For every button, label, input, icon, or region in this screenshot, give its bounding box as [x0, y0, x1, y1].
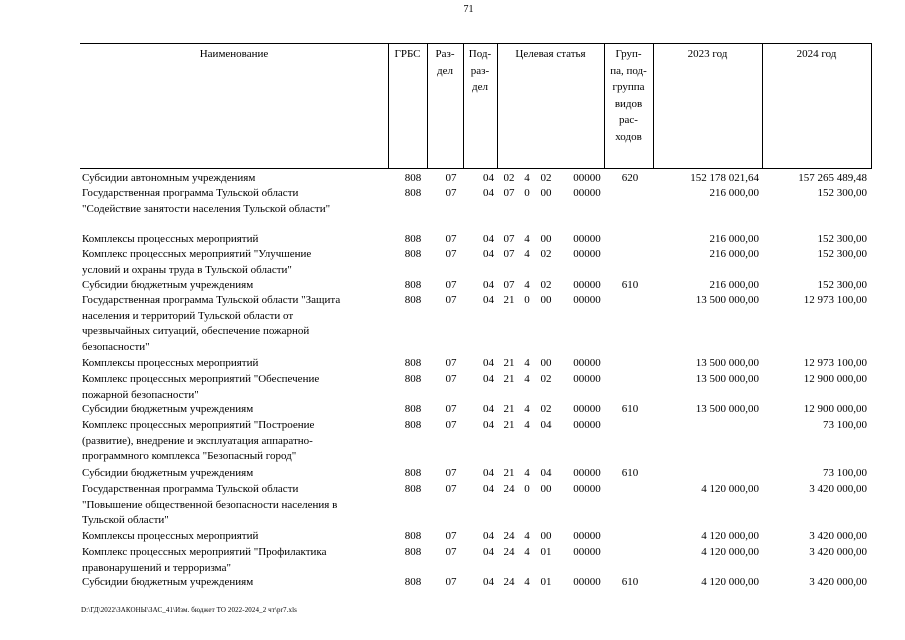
cell-razd: 07 [445, 419, 457, 431]
cell-podr: 04 [483, 187, 494, 199]
cell-grbs: 808 [404, 403, 422, 415]
cell-razd: 07 [445, 467, 457, 479]
cell-t2: 4 [524, 530, 530, 542]
row-name: Субсидии бюджетным учреждениям [82, 403, 254, 415]
cell-razd: 07 [445, 403, 457, 415]
cell-grp: 610 [621, 467, 639, 479]
cell-t4: 00000 [573, 233, 601, 245]
row-name: Субсидии бюджетным учреждениям [82, 576, 254, 588]
cell-t2: 4 [524, 576, 530, 588]
cell-y2: 73 100,00 [823, 419, 867, 431]
cell-y1: 216 000,00 [709, 248, 759, 260]
cell-t1: 24 [503, 483, 515, 495]
cell-t3: 00 [540, 530, 552, 542]
cell-t3: 00 [540, 294, 552, 306]
cell-t3: 02 [540, 403, 552, 415]
cell-t2: 4 [524, 279, 530, 291]
file-path-footer: D:\ГД\2022\ЗАКОНЫ\ЗАС_41\Изм. бюджет ТО 2022-2024_2 чт\pr7.xls [81, 606, 297, 614]
cell-y1: 13 500 000,00 [695, 403, 759, 415]
cell-podr: 04 [483, 483, 494, 495]
cell-razd: 07 [445, 233, 457, 245]
cell-t4: 00000 [573, 403, 601, 415]
cell-grbs: 808 [404, 546, 422, 558]
row-name: Комплексы процессных мероприятий [82, 530, 259, 542]
cell-y1: 216 000,00 [709, 233, 759, 245]
cell-podr: 04 [483, 576, 494, 588]
cell-t1: 24 [503, 546, 515, 558]
cell-t3: 04 [540, 467, 552, 479]
cell-grp: 620 [621, 172, 639, 184]
cell-t1: 07 [503, 279, 515, 291]
cell-grbs: 808 [404, 357, 422, 369]
cell-y1: 216 000,00 [709, 279, 759, 291]
row-name: Субсидии бюджетным учреждениям [82, 467, 254, 479]
cell-grbs: 808 [404, 279, 422, 291]
cell-t2: 4 [524, 248, 530, 260]
header-group: Груп- па, под- группа видов рас- ходов [610, 48, 647, 143]
cell-t1: 07 [503, 187, 515, 199]
cell-y1: 216 000,00 [709, 187, 759, 199]
cell-podr: 04 [483, 248, 494, 260]
cell-razd: 07 [445, 530, 457, 542]
row-name: Комплекс процессных мероприятий "Построение (развитие), внедрение и эксплуатация аппаратно- программного комплекса "Безопасный город" [82, 419, 315, 462]
cell-y2: 152 300,00 [817, 233, 867, 245]
cell-t1: 21 [503, 419, 515, 431]
cell-podr: 04 [483, 530, 494, 542]
header-year-2024: 2024 год [796, 48, 837, 60]
cell-t1: 24 [503, 576, 515, 588]
cell-y2: 12 900 000,00 [803, 403, 867, 415]
row-name: Комплексы процессных мероприятий [82, 357, 259, 369]
cell-t4: 00000 [573, 419, 601, 431]
header-name: Наименование [199, 48, 269, 60]
cell-t2: 4 [524, 172, 530, 184]
cell-y2: 12 973 100,00 [803, 294, 867, 306]
cell-t2: 0 [524, 294, 530, 306]
cell-t2: 4 [524, 546, 530, 558]
cell-y1: 4 120 000,00 [701, 483, 759, 495]
cell-t3: 02 [540, 373, 552, 385]
cell-grbs: 808 [404, 373, 422, 385]
cell-t2: 4 [524, 403, 530, 415]
cell-y2: 12 973 100,00 [803, 357, 867, 369]
cell-t4: 00000 [573, 248, 601, 260]
cell-t4: 00000 [573, 187, 601, 199]
cell-t2: 4 [524, 373, 530, 385]
cell-podr: 04 [483, 546, 494, 558]
cell-y2: 3 420 000,00 [809, 483, 867, 495]
cell-razd: 07 [445, 373, 457, 385]
cell-podr: 04 [483, 172, 494, 184]
cell-razd: 07 [445, 248, 457, 260]
cell-y1: 4 120 000,00 [701, 576, 759, 588]
cell-t1: 07 [503, 233, 515, 245]
cell-y2: 152 300,00 [817, 187, 867, 199]
cell-razd: 07 [445, 357, 457, 369]
cell-t3: 04 [540, 419, 552, 431]
cell-grbs: 808 [404, 187, 422, 199]
cell-t4: 00000 [573, 467, 601, 479]
cell-grbs: 808 [404, 530, 422, 542]
header-grbs: ГРБС [394, 48, 421, 60]
cell-y1: 4 120 000,00 [701, 546, 759, 558]
cell-podr: 04 [483, 373, 494, 385]
cell-podr: 04 [483, 357, 494, 369]
cell-t4: 00000 [573, 279, 601, 291]
row-name: Государственная программа Тульской области "Повышение общественной безопасности населения в Тульской области" [82, 483, 338, 526]
table-header [80, 43, 872, 169]
cell-y2: 152 300,00 [817, 248, 867, 260]
header-year-2023: 2023 год [687, 48, 728, 60]
cell-grp: 610 [621, 403, 639, 415]
cell-t1: 21 [503, 357, 515, 369]
cell-y2: 152 300,00 [817, 279, 867, 291]
cell-t3: 00 [540, 233, 552, 245]
cell-grbs: 808 [404, 233, 422, 245]
cell-razd: 07 [445, 483, 457, 495]
cell-t2: 0 [524, 483, 530, 495]
cell-razd: 07 [445, 294, 457, 306]
row-name: Субсидии автономным учреждениям [82, 172, 256, 184]
cell-t3: 00 [540, 483, 552, 495]
cell-y2: 3 420 000,00 [809, 576, 867, 588]
cell-t3: 02 [540, 279, 552, 291]
cell-podr: 04 [483, 279, 494, 291]
cell-t2: 4 [524, 467, 530, 479]
page-number: 71 [463, 4, 474, 15]
row-name: Комплексы процессных мероприятий [82, 233, 259, 245]
cell-t4: 00000 [573, 576, 601, 588]
cell-t4: 00000 [573, 546, 601, 558]
cell-y1: 13 500 000,00 [695, 357, 759, 369]
cell-grbs: 808 [404, 467, 422, 479]
cell-grbs: 808 [404, 483, 422, 495]
cell-t1: 21 [503, 294, 515, 306]
cell-t1: 21 [503, 373, 515, 385]
cell-y1: 13 500 000,00 [695, 294, 759, 306]
cell-grbs: 808 [404, 576, 422, 588]
cell-razd: 07 [445, 546, 457, 558]
cell-y2: 3 420 000,00 [809, 546, 867, 558]
cell-t3: 02 [540, 172, 552, 184]
row-name: Комплекс процессных мероприятий "Обеспечение пожарной безопасности" [82, 373, 320, 401]
cell-razd: 07 [445, 187, 457, 199]
cell-t1: 02 [503, 172, 515, 184]
cell-t3: 01 [540, 576, 552, 588]
cell-t2: 4 [524, 233, 530, 245]
cell-podr: 04 [483, 403, 494, 415]
cell-podr: 04 [483, 233, 494, 245]
cell-t2: 4 [524, 419, 530, 431]
row-name: Субсидии бюджетным учреждениям [82, 279, 254, 291]
cell-y2: 157 265 489,48 [798, 172, 867, 184]
cell-grbs: 808 [404, 294, 422, 306]
cell-t1: 21 [503, 403, 515, 415]
cell-grbs: 808 [404, 172, 422, 184]
cell-razd: 07 [445, 576, 457, 588]
cell-grbs: 808 [404, 248, 422, 260]
cell-y2: 12 900 000,00 [803, 373, 867, 385]
cell-t3: 02 [540, 248, 552, 260]
cell-t4: 00000 [573, 172, 601, 184]
cell-t4: 00000 [573, 530, 601, 542]
header-podrazdel: Под- раз- дел [468, 48, 492, 93]
cell-grp: 610 [621, 279, 639, 291]
cell-y1: 13 500 000,00 [695, 373, 759, 385]
row-name: Государственная программа Тульской области "Содействие занятости населения Тульской области" [82, 187, 331, 215]
row-name: Государственная программа Тульской области "Защита населения и территорий Тульской области от чрезвычайных ситуаций, обеспечение пожарной безопасности" [82, 294, 341, 353]
header-razdel: Раз- дел [435, 48, 455, 77]
cell-grp: 610 [621, 576, 639, 588]
cell-t2: 0 [524, 187, 530, 199]
cell-t4: 00000 [573, 373, 601, 385]
cell-podr: 04 [483, 467, 494, 479]
cell-t4: 00000 [573, 294, 601, 306]
cell-t1: 07 [503, 248, 515, 260]
cell-t2: 4 [524, 357, 530, 369]
cell-y1: 4 120 000,00 [701, 530, 759, 542]
cell-t1: 21 [503, 467, 515, 479]
cell-razd: 07 [445, 279, 457, 291]
cell-podr: 04 [483, 419, 494, 431]
row-name: Комплекс процессных мероприятий "Улучшение условий и охраны труда в Тульской области" [82, 248, 312, 276]
cell-podr: 04 [483, 294, 494, 306]
cell-y2: 3 420 000,00 [809, 530, 867, 542]
cell-t3: 00 [540, 357, 552, 369]
cell-y2: 73 100,00 [823, 467, 867, 479]
cell-y1: 152 178 021,64 [690, 172, 759, 184]
header-target: Целевая статья [515, 48, 586, 60]
cell-razd: 07 [445, 172, 457, 184]
cell-t1: 24 [503, 530, 515, 542]
cell-t4: 00000 [573, 357, 601, 369]
row-name: Комплекс процессных мероприятий "Профилактика правонарушений и терроризма" [82, 546, 327, 574]
cell-t3: 01 [540, 546, 552, 558]
cell-t3: 00 [540, 187, 552, 199]
cell-grbs: 808 [404, 419, 422, 431]
cell-t4: 00000 [573, 483, 601, 495]
